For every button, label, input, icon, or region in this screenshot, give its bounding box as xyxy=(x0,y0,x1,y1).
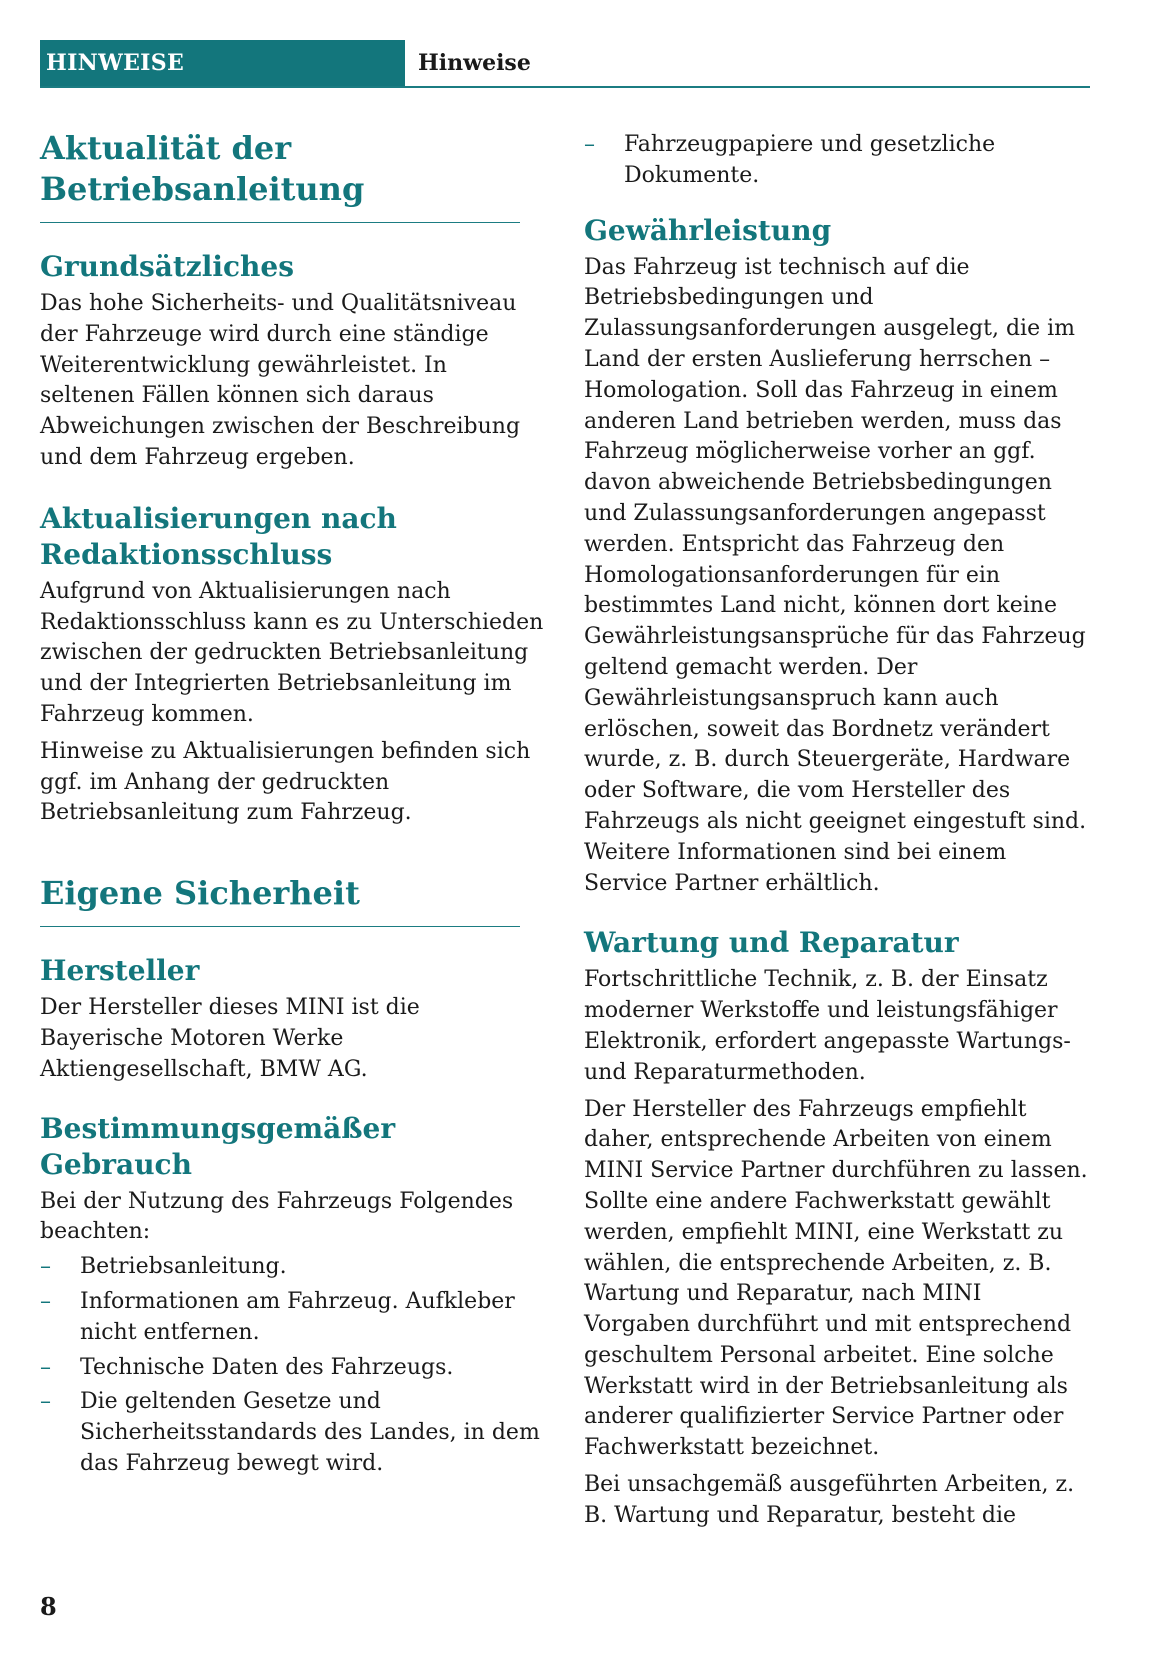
heading-aktualisierungen: Aktualisierungen nach Redaktionsschluss xyxy=(40,501,397,571)
dash-icon: – xyxy=(584,132,595,157)
running-header xyxy=(40,40,1090,88)
dash-icon: – xyxy=(40,1254,51,1280)
paragraph-hersteller: Der Hersteller dieses MINI ist die Bayerische Motoren Werke Aktiengesellschaft, BMW AG. xyxy=(40,995,420,1082)
section-title: Hinweise xyxy=(418,50,531,76)
paragraph-gebrauch: Bei der Nutzung des Fahrzeugs Folgendes beachten: xyxy=(40,1188,514,1245)
heading-gebrauch: Bestimmungsgemäßer Gebrauch xyxy=(40,1111,396,1181)
dash-icon: – xyxy=(40,1354,51,1380)
heading-wartung: Wartung und Reparatur xyxy=(584,926,959,960)
list-item: – Die geltenden Gesetze und Sicherheitsstandards des Landes, in dem das Fahrzeug bewegt wird. xyxy=(40,1389,540,1476)
usage-list-continued xyxy=(584,130,1094,192)
paragraph-wartung-3: Bei unsachgemäß ausgeführten Arbeiten, z. B. Wartung und Reparatur, besteht die xyxy=(584,1472,1075,1528)
paragraph-grundsaetzliches: Das hohe Sicherheits- und Qualitätsniveau der Fahrzeuge wird durch eine ständige Weiterentwicklung gewährleistet. In seltenen Fällen können sich daraus Abweichungen zwischen der Beschreibung und dem Fahrzeug ergeben. xyxy=(40,291,521,470)
page-number: 8 xyxy=(40,1592,57,1621)
section-tab: HINWEISE xyxy=(40,40,405,86)
usage-list xyxy=(40,1252,545,1480)
right-column xyxy=(584,130,1094,1532)
heading-aktualitaet: Aktualität der Betriebsanleitung xyxy=(40,128,520,223)
paragraph-wartung-1: Fortschrittliche Technik, z. B. der Einsatz moderner Werkstoffe und leistungsfähiger Elektronik, erfordert angepasste Wartungs- und Reparaturmethoden. xyxy=(584,967,1071,1085)
heading-gewaehrleistung: Gewährleistung xyxy=(584,213,832,247)
list-item: – Betriebsanleitung. xyxy=(40,1252,545,1283)
left-column xyxy=(40,128,545,1480)
dash-icon: – xyxy=(40,1389,51,1415)
paragraph-aktualisierungen-1: Aufgrund von Aktualisierungen nach Redaktionsschluss kann es zu Unterschieden zwischen der gedruckten Betriebsanleitung und der Integrierten Betriebsanleitung im Fahrzeug kommen. xyxy=(40,578,544,727)
heading-hersteller: Hersteller xyxy=(40,954,200,988)
paragraph-wartung-2: Der Hersteller des Fahrzeugs empfiehlt daher, entsprechende Arbeiten von einem MINI Service Partner durchführen zu lassen. Sollte eine andere Fachwerkstatt gewählt werden, empfiehlt MINI, eine Werkstatt zu wählen, die entsprechende Arbeiten, z. B. Wartung und Reparatur, nach MINI Vorgaben durchführt und mit entsprechend geschultem Personal arbeitet. Eine solche Werkstatt wird in der Betriebsanleitung als anderer qualifizierter Service Partner oder Fachwerkstatt bezeichnet. xyxy=(584,1096,1088,1461)
list-item: – Technische Daten des Fahrzeugs. xyxy=(40,1353,545,1384)
paragraph-aktualisierungen-2: Hinweise zu Aktualisierungen befinden sich ggf. im Anhang der gedruckten Betriebsanleitung zum Fahrzeug. xyxy=(40,738,531,826)
heading-eigene-sicherheit: Eigene Sicherheit xyxy=(40,873,520,927)
heading-grundsaetzliches: Grundsätzliches xyxy=(40,250,294,283)
dash-icon: – xyxy=(40,1288,51,1314)
list-item: – Informationen am Fahrzeug. Aufkleber nicht entfernen. xyxy=(40,1288,515,1345)
paragraph-gewaehrleistung: Das Fahrzeug ist technisch auf die Betriebsbedingungen und Zulassungsanforderungen ausgelegt, die im Land der ersten Auslieferung herrschen – Homologation. Soll das Fahrzeug in einem anderen Land betrieben werden, muss das Fahrzeug möglicherweise vorher an ggf. davon abweichende Betriebsbedingungen und Zulassungsanforderungen angepasst werden. Entspricht das Fahrzeug den Homologationsanforderungen für ein bestimmtes Land nicht, können dort keine Gewährleistungsansprüche für das Fahrzeug geltend gemacht werden. Der Gewährleistungsanspruch kann auch erlöschen, soweit das Bordnetz verändert wurde, z. B. durch Steuergeräte, Hardware oder Software, die vom Hersteller des Fahrzeugs als nicht geeignet eingestuft sind. Weitere Informationen sind bei einem Service Partner erhältlich. xyxy=(584,254,1087,896)
list-item: – Fahrzeugpapiere und gesetzliche Dokumente. xyxy=(584,132,996,188)
